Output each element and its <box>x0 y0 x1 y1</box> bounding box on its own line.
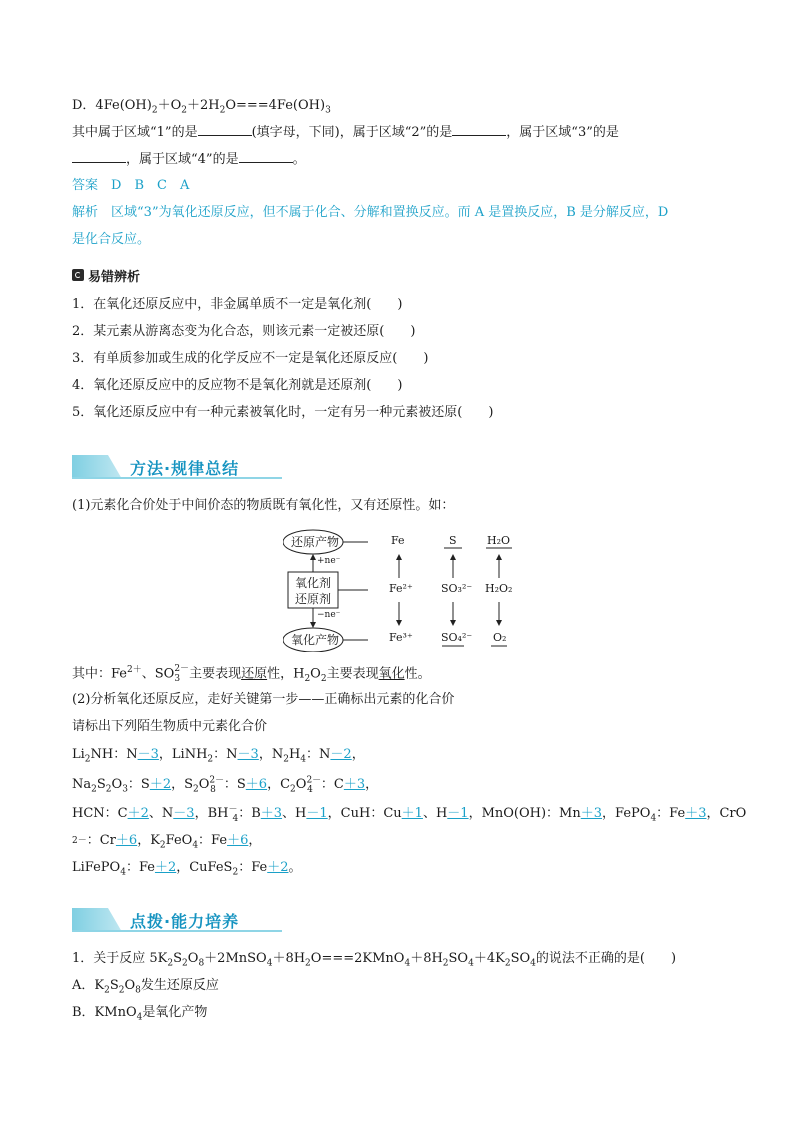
answer-blank-3[interactable] <box>72 150 126 163</box>
section-title: 方法·规律总结 <box>130 459 240 478</box>
note-line: 其中：$Fe^{2+}$、SO 2－ 3 主要表现还原性，$H_2O_2$主要表现氧化性。 <box>72 664 431 685</box>
oxidation-product-label: 氧化产物 <box>291 633 340 647</box>
question-stem-line1: 其中属于区域“1”的是 (填字母，下同)，属于区域“2”的是 ，属于区域“3”的是 <box>72 125 619 140</box>
paragraph-3: 请标出下列陌生物质中元素化合价 <box>72 719 268 734</box>
judge-item-5: 5．氧化还原反应中有一种元素被氧化时，一定有另一种元素被还原( ) <box>72 405 494 420</box>
judge-item-3: 3．有单质参加或生成的化学反应不一定是氧化还原反应( ) <box>72 351 429 366</box>
section-header-method <box>72 455 282 479</box>
judge-item-4: 4．氧化还原反应中的反应物不是氧化剂就是还原剂( ) <box>72 378 403 393</box>
error-analysis-tag: 易错辨析 <box>72 268 140 282</box>
section-header-guidance <box>72 908 282 932</box>
valence-line-1: $Li_2NH$：N－3，LiNH$_2$：N－3，$N_2H_4$：N－2， <box>72 747 365 765</box>
lose-electrons-label: −ne⁻ <box>317 610 341 620</box>
redox-diagram <box>283 528 523 652</box>
judge-item-1: 1．在氧化还原反应中，非金属单质不一定是氧化剂( ) <box>72 297 403 312</box>
judge-item-2: 2．某元素从游离态变为化合态，则该元素一定被还原( ) <box>72 324 416 339</box>
valence-line-2: $Na_2S_2O_3$：S＋2，$S_2O^{2-}_8$ ：S＋6，$C_2O^{2-}_4$ ：C＋3， <box>72 775 379 795</box>
answer-blank-4[interactable] <box>239 150 293 163</box>
o2-label: O₂ <box>493 631 507 644</box>
section-band-decoration <box>72 455 122 479</box>
section-band-decoration-2 <box>72 908 122 932</box>
option-d: D．$4Fe(OH)_2+O_2+2H_2O===4Fe(OH)_3$ <box>72 98 331 116</box>
fe3-label: Fe³⁺ <box>389 631 413 644</box>
gain-electrons-label: +ne⁻ <box>317 556 341 566</box>
analysis-line1: 解析 区域“3”为氧化还原反应，但不属于化合、分解和置换反应。而 A 是置换反应，B 是分解反应，D <box>72 205 669 220</box>
question-1-option-b: B．KMnO$_4$是氧化产物 <box>72 1005 208 1023</box>
valence-line-3: HCN：C＋2、N－3，$BH^-_4$：B＋3、H－1，CuH：Cu＋1、H－1，MnO(OH)：Mn＋3，FePO$_4$：Fe＋3，CrO <box>72 804 747 824</box>
fe-label: Fe <box>391 534 405 547</box>
section-title-2: 点拨·能力培养 <box>130 912 240 931</box>
reductant-label: 还原剂 <box>295 592 332 606</box>
h2o-label: H₂O <box>487 534 511 547</box>
valence-line-5: LiFePO$_4$：Fe＋2，CuFeS$_2$：Fe＋2。 <box>72 860 302 878</box>
s-label: S <box>449 534 457 547</box>
reduction-product-label: 还原产物 <box>291 535 340 549</box>
valence-line-4: $^{2-}$：Cr＋6，$K_2FeO_4$：Fe＋6， <box>72 833 262 851</box>
answer-line: 答案 D B C A <box>72 178 190 193</box>
oxidant-label: 氧化剂 <box>295 576 332 590</box>
analysis-line2: 是化合反应。 <box>72 232 151 247</box>
paragraph-1: (1)元素化合价处于中间价态的物质既有氧化性，又有还原性。如： <box>72 498 455 513</box>
so3-label: SO₃²⁻ <box>441 582 473 595</box>
paragraph-2: (2)分析氧化还原反应，走好关键第一步——正确标出元素的化合价 <box>72 692 455 707</box>
question-1-option-a: A．$K_2S_2O_8$发生还原反应 <box>72 978 219 996</box>
tag-icon <box>72 269 84 281</box>
answer-blank-1[interactable] <box>198 123 252 136</box>
so4-label: SO₄²⁻ <box>441 631 473 644</box>
fe2-label: Fe²⁺ <box>389 582 413 595</box>
question-stem-line2: ，属于区域“4”的是 。 <box>72 150 306 169</box>
question-1-stem: 1．关于反应 $5K_2S_2O_8+2MnSO_4+8H_2O===2KMnO_4+8H_2SO_4+4K_2SO_4$的说法不正确的是( ) <box>72 951 677 969</box>
answer-blank-2[interactable] <box>452 123 506 136</box>
h2o2-label: H₂O₂ <box>485 582 513 595</box>
